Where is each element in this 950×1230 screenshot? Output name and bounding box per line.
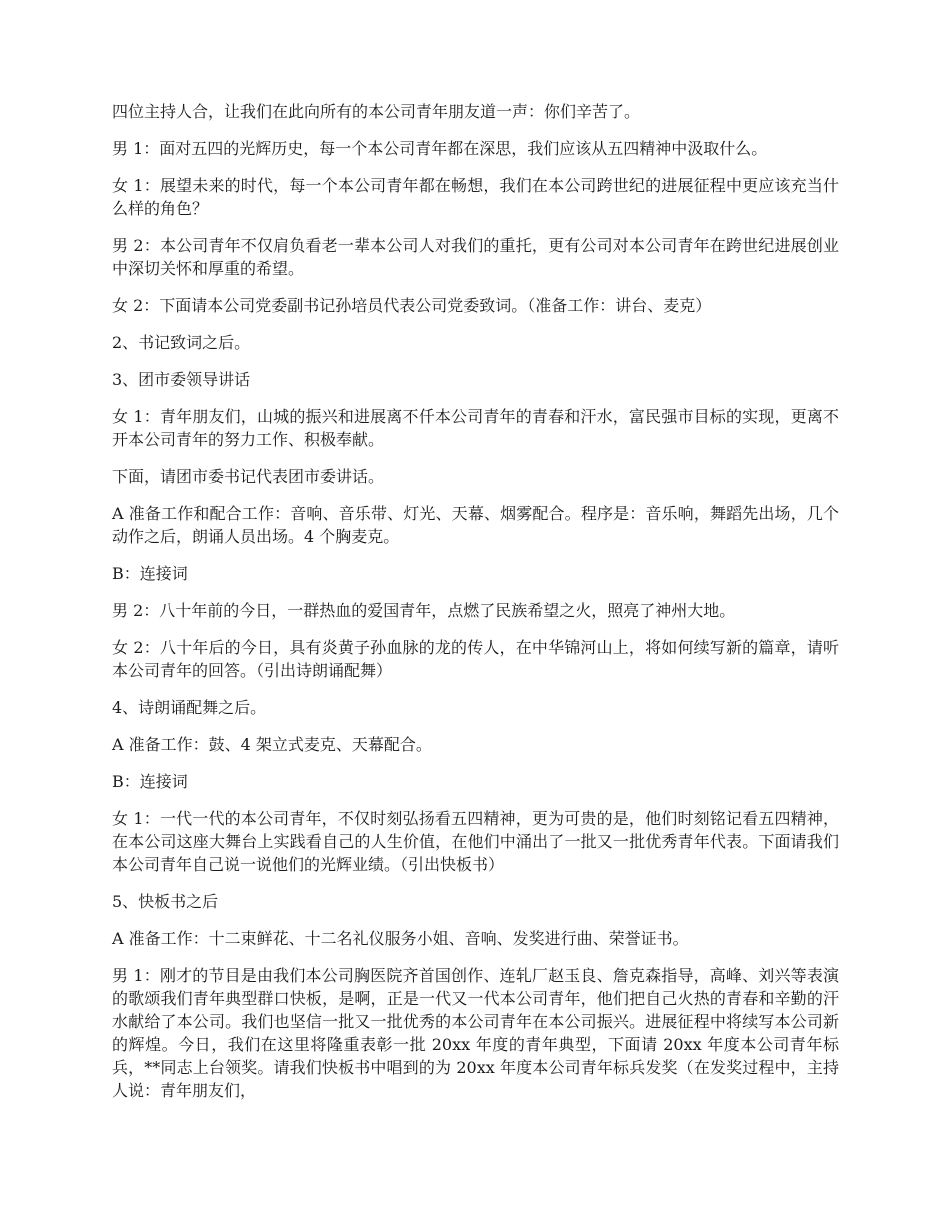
paragraph-6: 2、书记致词之后。 <box>112 333 251 352</box>
paragraph-14: 4、诗朗诵配舞之后。 <box>112 698 267 717</box>
paragraph-12: 男 2：八十年前的今日，一群热血的爱国青年，点燃了民族希望之火，照亮了神州大地。 <box>112 601 736 620</box>
paragraph-9: 下面，请团市委书记代表团市委讲话。 <box>112 467 385 486</box>
paragraph-18: 5、快板书之后 <box>112 892 219 911</box>
paragraph-16: B：连接词 <box>112 772 188 791</box>
paragraph-13: 女 2：八十年后的今日，具有炎黄子孙血脉的龙的传人，在中华锦河山上，将如何续写新的篇章，请听本公司青年的回答。（引出诗朗诵配舞） <box>112 638 839 680</box>
document-page <box>112 100 839 1116</box>
paragraph-2: 男 1：面对五四的光辉历史，每一个本公司青年都在深思，我们应该从五四精神中汲取什么。 <box>112 139 768 158</box>
paragraph-1: 四位主持人合，让我们在此向所有的本公司青年朋友道一声：你们辛苦了。 <box>112 102 641 121</box>
paragraph-15: A 准备工作：鼓、4 架立式麦克、天幕配合。 <box>112 735 432 754</box>
paragraph-11: B：连接词 <box>112 564 188 583</box>
paragraph-8: 女 1：青年朋友们，山城的振兴和进展离不仟本公司青年的青春和汗水，富民强市目标的实现，更离不开本公司青年的努力工作、积极奉献。 <box>112 407 839 449</box>
paragraph-17: 女 1：一代一代的本公司青年，不仅时刻弘扬看五四精神，更为可贵的是，他们时刻铭记看五四精神，在本公司这座大舞台上实践看自己的人生价值，在他们中涌出了一批又一批优秀青年代表。下面请我们本公司青年自己说一说他们的光辉业绩。（引出快板书） <box>112 809 839 874</box>
paragraph-19: A 准备工作：十二束鲜花、十二名礼仪服务小姐、音响、发奖进行曲、荣誉证书。 <box>112 929 689 948</box>
paragraph-10: A 准备工作和配合工作：音响、音乐带、灯光、天幕、烟雾配合。程序是：音乐响，舞蹈先出场，几个动作之后，朗诵人员出场。4 个胸麦克。 <box>112 504 839 546</box>
paragraph-5: 女 2：下面请本公司党委副书记孙培员代表公司党委致词。（准备工作：讲台、麦克） <box>112 296 712 315</box>
paragraph-3: 女 1：展望未来的时代，每一个本公司青年都在畅想，我们在本公司跨世纪的进展征程中更应该充当什么样的角色？ <box>112 176 839 218</box>
paragraph-4: 男 2：本公司青年不仅肩负看老一辈本公司人对我们的重托，更有公司对本公司青年在跨世纪进展创业中深切关怀和厚重的希望。 <box>112 236 839 278</box>
paragraph-20: 男 1：刚才的节目是由我们本公司胸医院齐首国创作、连轧厂赵玉良、詹克森指导，高峰、刘兴等表演的歌颂我们青年典型群口快板，是啊，正是一代又一代本公司青年，他们把自己火热的青春和辛勤的汗水献给了本公司。我们也坚信一批又一批优秀的本公司青年在本公司振兴。进展征程中将续写本公司新的辉煌。今日，我们在这里将隆重表彰一批 20xx 年度的青年典型，下面请 20xx 年度本公司青年标兵，**同志上台领奖。请我们快板书中唱到的为 20xx 年度本公司青年标兵发奖（在发奖过程中，主持人说：青年朋友们， <box>112 966 839 1100</box>
paragraph-7: 3、团市委领导讲话 <box>112 370 251 389</box>
